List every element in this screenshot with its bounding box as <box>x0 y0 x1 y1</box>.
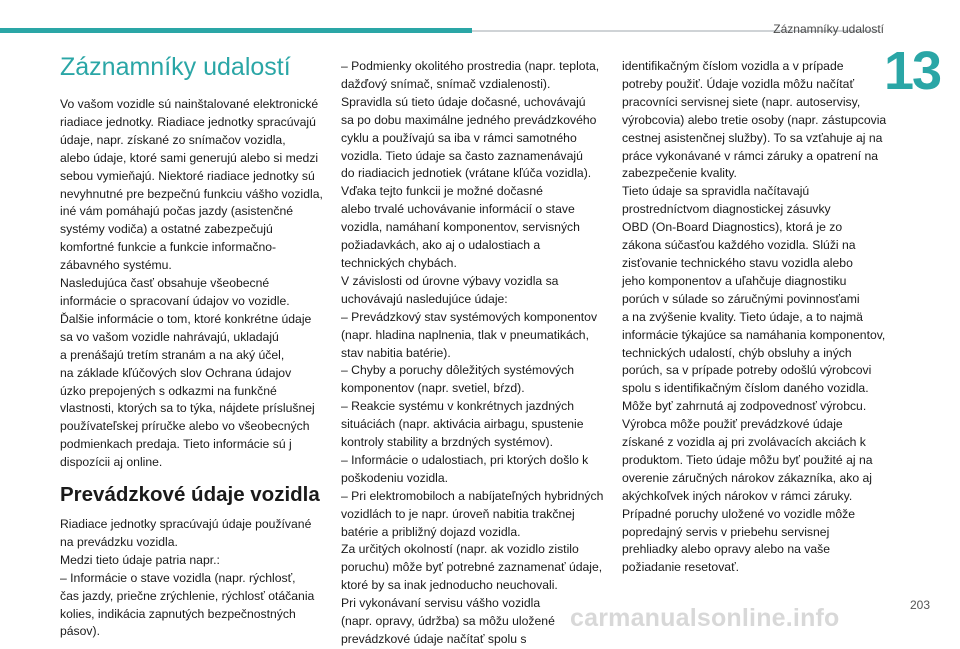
header-accent-bar <box>0 28 472 33</box>
column-3 <box>622 58 892 577</box>
subsection-body: Riadiace jednotky spracúvajú údaje používané na prevádzku vozidla. Medzi tieto údaje patria napr.: – Informácie o stave vozidla (napr. rýchlosť, čas jazdy, priečne zrýchlenie, rýchlosť otáčania kolies, indikácia zapnutých bezpečnostných pásov). <box>60 517 315 639</box>
chapter-number: 13 <box>884 41 941 101</box>
subsection-title: Prevádzkové údaje vozidla <box>60 483 320 507</box>
page-number: 203 <box>909 598 930 612</box>
column-2 <box>341 58 611 649</box>
column-2-body: – Podmienky okolitého prostredia (napr. teplota, dažďový snímač, snímač vzdialenosti). Spravidla sú tieto údaje dočasné, uchovávajú sa po dobu maximálne jedného prevádzkového cyklu a používajú sa iba v rámci samotného vozidla. Tieto údaje sa často zaznamenávajú do riadiacich jednotiek (vrátane kľúča vozidla). Vďaka tejto funkcii je možné dočasné alebo trvalé uchovávanie informácií o stave vozidla, namáhaní komponentov, servisných požiadavkách, ako aj o udalostiach a technických chybách. V závislosti od úrovne výbavy vozidla sa uchovávajú nasledujúce údaje: – Prevádzkový stav systémových komponentov (napr. hladina naplnenia, tlak v pneumatikách, stav nabitia batérie). – Chyby a poruchy dôležitých systémových komponentov (napr. svetiel, bŕzd). – Reakcie systému v konkrétnych jazdných situáciách (napr. aktivácia airbagu, spustenie kontroly stability a brzdných systémov). – Informácie o udalostiach, pri ktorých došlo k poškodeniu vozidla. – Pri elektromobiloch a nabíjateľných hybridných vozidlách to je napr. úroveň nabitia trakčnej batérie a približný dojazd vozidla. Za určitých okolností (napr. ak vozidlo zistilo poruchu) môže byť potrebné zaznamenať údaje, ktoré by sa inak jednoducho neuchovali. Pri vykonávaní servisu vášho vozidla (napr. opravy, údržba) sa môžu uložené prevádzkové údaje načítať spolu s <box>341 59 604 646</box>
running-header: Záznamníky udalostí <box>773 22 884 36</box>
section-body: Vo vašom vozidle sú nainštalované elektronické riadiace jednotky. Riadiace jednotky spracúvajú údaje, napr. získané zo snímačov vozidla, alebo údaje, ktoré sami generujú alebo si medzi sebou vymieňajú. Niektoré riadiace jednotky sú nevyhnutné pre bezpečnú funkciu vášho vozidla, iné vám pomáhajú počas jazdy (asistenčné systémy vodiča) a ostatné zabezpečujú komfortné funkcie a funkcie informačno- zábavného systému. Nasledujúca časť obsahuje všeobecné informácie o spracovaní údajov vo vozidle. Ďalšie informácie o tom, ktoré konkrétne údaje sa vo vašom vozidle nahrávajú, ukladajú a prenášajú tretím stranám a na aký účel, na základe kľúčových slov Ochrana údajov úzko prepojených s odkazmi na funkčné vlastnosti, ktorých sa to týka, nájdete príslušnej používateľskej príručke alebo vo všeobecných podmienkach predaja. Tieto informácie sú j dispozícii aj online. <box>60 97 323 470</box>
column-1 <box>60 52 330 641</box>
watermark: carmanualsonline.info <box>570 604 840 632</box>
column-3-body: identifikačným číslom vozidla a v prípade potreby použiť. Údaje vozidla môžu načítať pracovníci servisnej siete (napr. autoservisy, výrobcovia) alebo tretie osoby (napr. zástupcovia cestnej asistenčnej služby). To sa vzťahuje aj na práce vykonávané v rámci záruky a opatrení na zabezpečenie kvality. Tieto údaje sa spravidla načítavajú prostredníctvom diagnostickej zásuvky OBD (On-Board Diagnostics), ktorá je zo zákona súčasťou každého vozidla. Slúži na zisťovanie technického stavu vozidla alebo jeho komponentov a uľahčuje diagnostiku porúch v súlade so záručnými povinnosťami a na zvýšenie kvality. Tieto údaje, a to najmä informácie týkajúce sa namáhania komponentov, technických udalostí, chýb obsluhy a iných porúch, sa v prípade potreby odošlú výrobcovi spolu s identifikačným číslom daného vozidla. Môže byť zahrnutá aj zodpovednosť výrobcu. Výrobca môže použiť prevádzkové údaje získané z vozidla aj pri zvolávacích akciách k produktom. Tieto údaje môžu byť použité aj na overenie záručných nárokov zákazníka, ako aj akýchkoľvek iných nárokov v rámci záruky. Prípadné poruchy uložené vo vozidle môže popredajný servis v priebehu servisnej prehliadky alebo opravy alebo na vaše požiadanie resetovať. <box>622 59 887 575</box>
section-title: Záznamníky udalostí <box>60 53 291 81</box>
